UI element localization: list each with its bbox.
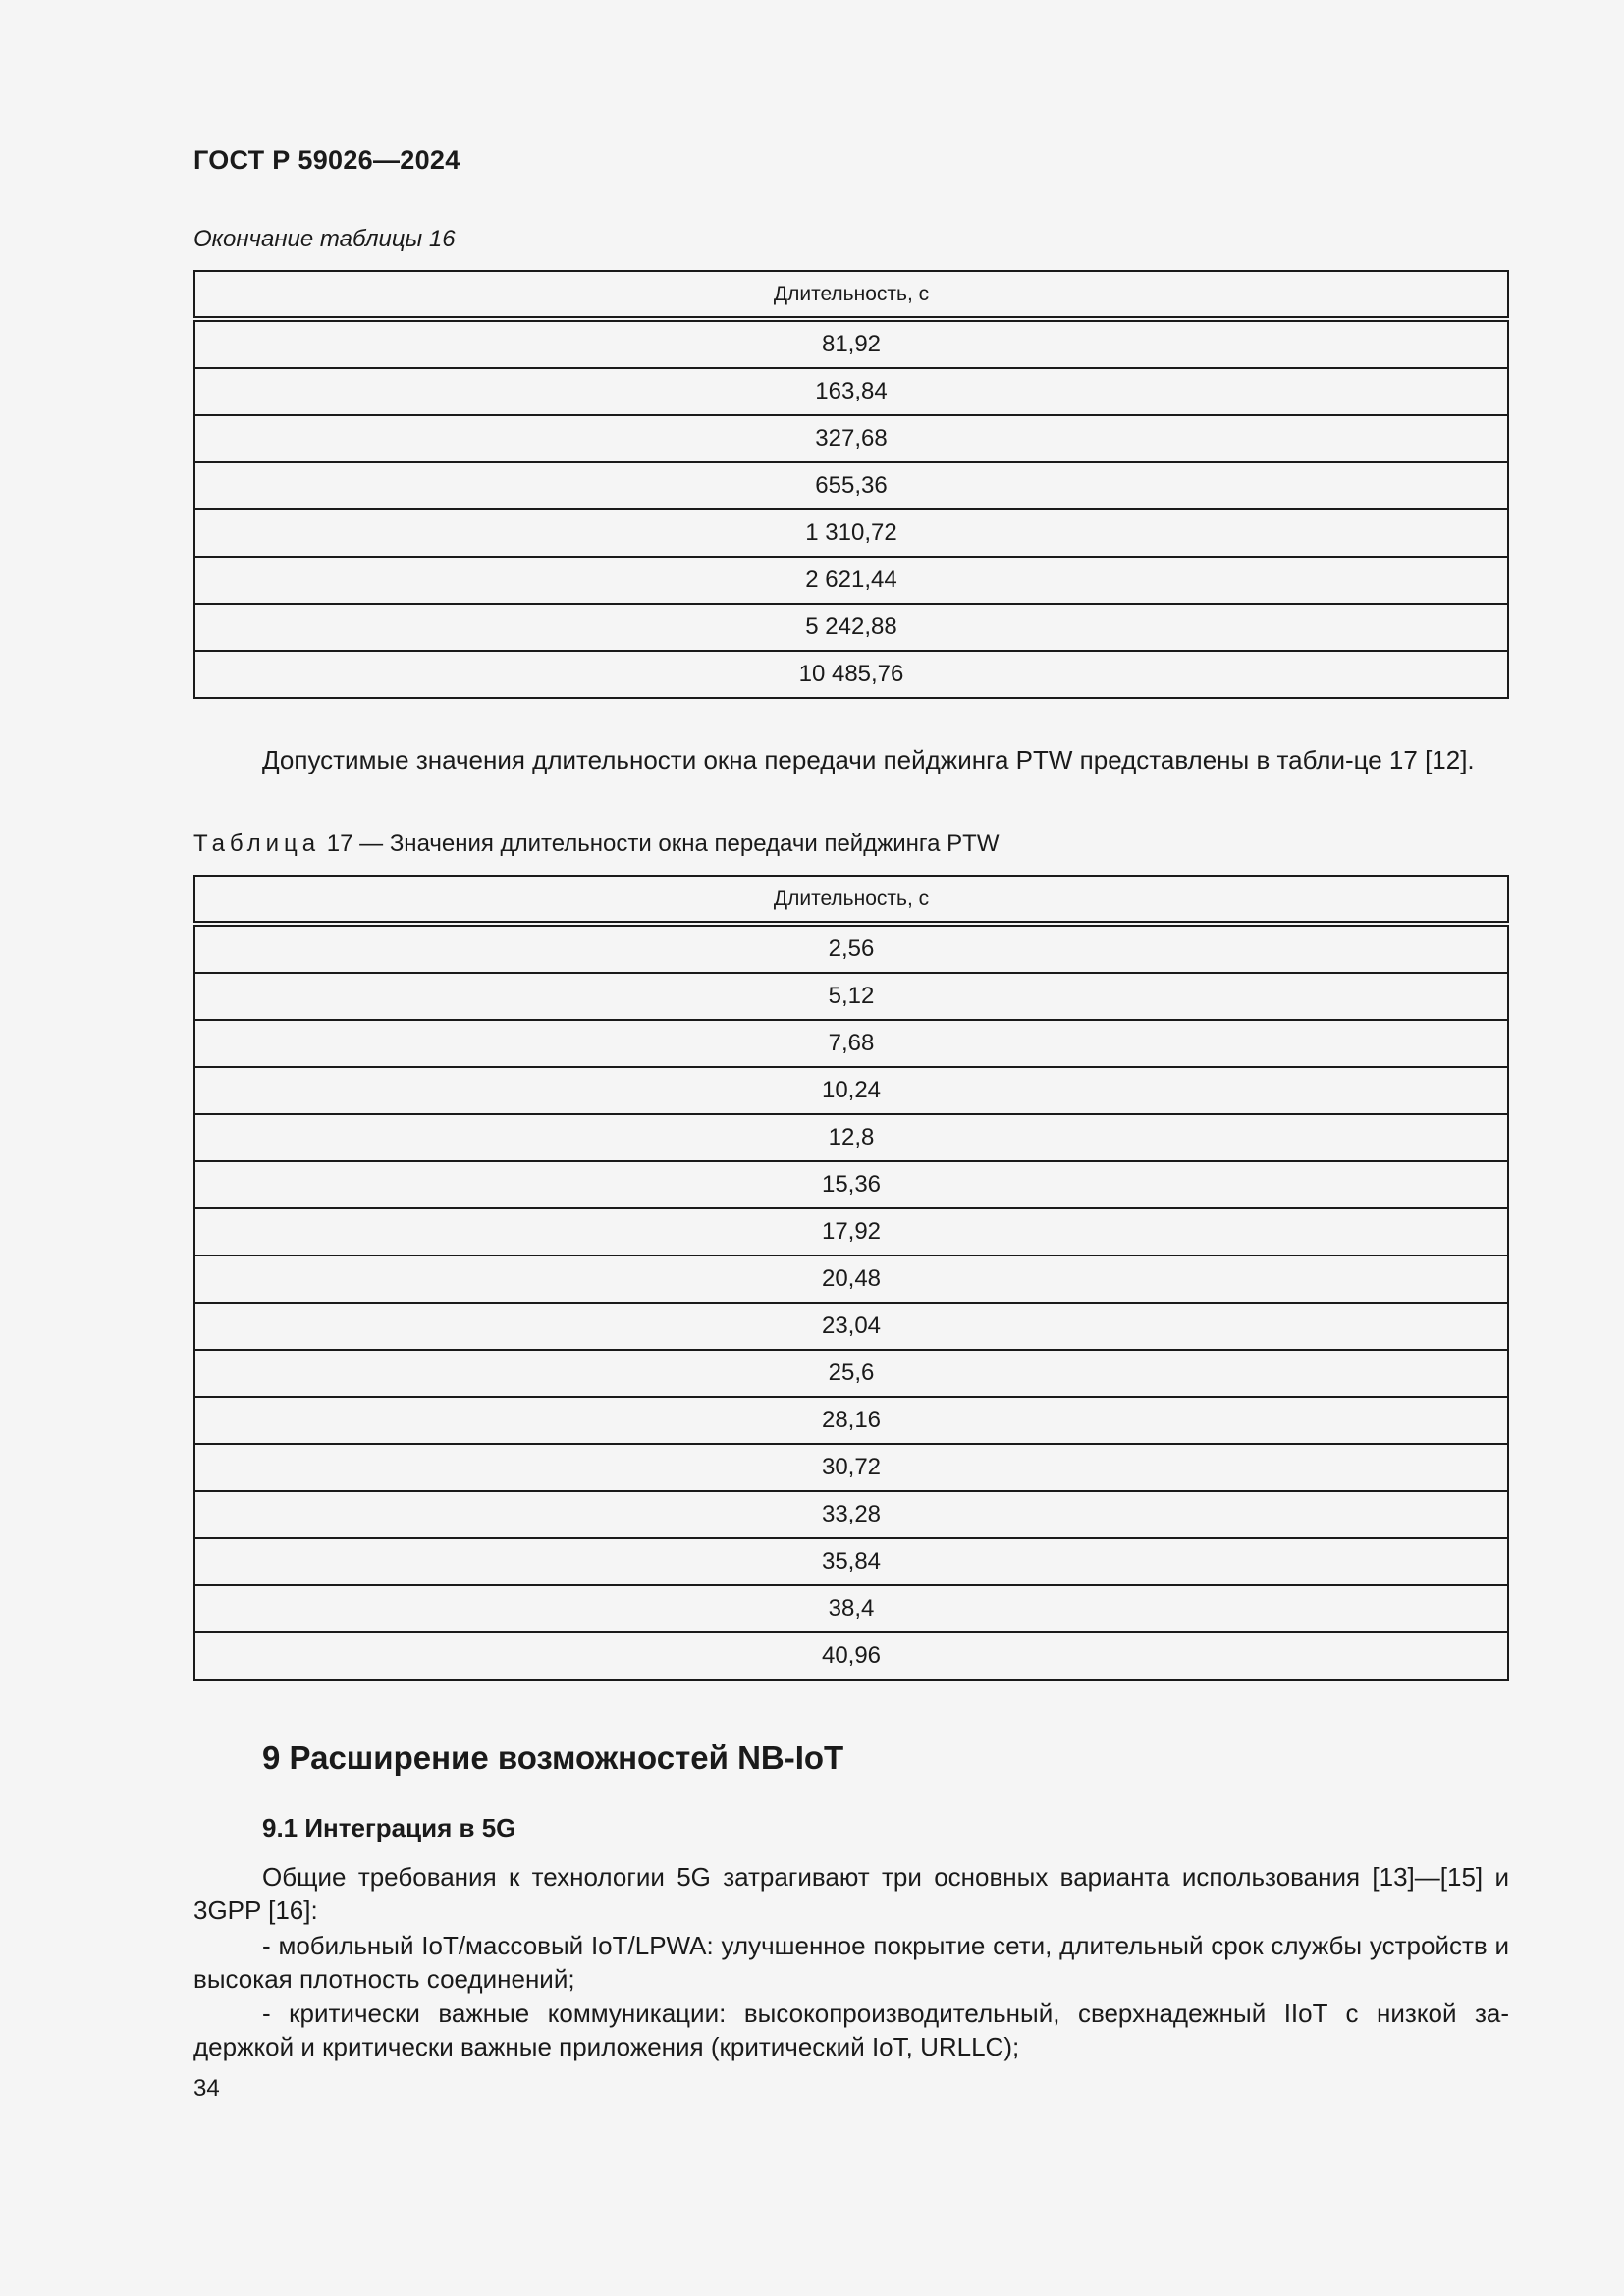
list-item: - критически важные коммуникации: высокопроизводительный, сверхнадежный IIoT с низкой за-держкой и критически важные приложения (критический IoT, URLLC);	[193, 1999, 1509, 2061]
table-row	[194, 651, 1508, 698]
table-cell: 40,96	[194, 1632, 1508, 1680]
table-cell: 33,28	[194, 1491, 1508, 1538]
table-cell: 38,4	[194, 1585, 1508, 1632]
table-cell: 327,68	[194, 415, 1508, 462]
table-row	[194, 1538, 1508, 1585]
table-caption-label: Таблица	[193, 830, 321, 857]
table-row	[194, 1397, 1508, 1444]
column-header-duration: Длительность, с	[194, 271, 1508, 319]
table-cell: 17,92	[194, 1208, 1508, 1255]
list-item: - мобильный IoT/массовый IoT/LPWA: улучшенное покрытие сети, длительный срок службы устройств и высокая плотность соединений;	[193, 1931, 1509, 1994]
table-header-row	[194, 876, 1508, 924]
table-16	[193, 270, 1509, 699]
table-header-row	[194, 271, 1508, 319]
table-row	[194, 1585, 1508, 1632]
table-cell: 7,68	[194, 1020, 1508, 1067]
table-row	[194, 415, 1508, 462]
table-17	[193, 875, 1509, 1681]
table-row	[194, 1067, 1508, 1114]
paragraph-5g-requirements: Общие требования к технологии 5G затрагивают три основных варианта использования [13]—[15] и 3GPP [16]:	[193, 1862, 1509, 1925]
table-cell: 28,16	[194, 1397, 1508, 1444]
table-row	[194, 1161, 1508, 1208]
table-cell: 23,04	[194, 1303, 1508, 1350]
table-cell: 5,12	[194, 973, 1508, 1020]
table-cell: 20,48	[194, 1255, 1508, 1303]
table-row	[194, 1020, 1508, 1067]
section-heading: 9 Расширение возможностей NB-IoT	[262, 1739, 844, 1776]
table-cell: 30,72	[194, 1444, 1508, 1491]
table-row	[194, 462, 1508, 509]
table-17-caption	[193, 830, 999, 858]
table-cell: 2,56	[194, 924, 1508, 973]
table-cell: 12,8	[194, 1114, 1508, 1161]
table-row	[194, 368, 1508, 415]
table-row	[194, 973, 1508, 1020]
table-row	[194, 1491, 1508, 1538]
table-16-continuation-caption: Окончание таблицы 16	[193, 226, 456, 252]
table-row	[194, 1255, 1508, 1303]
table-cell: 5 242,88	[194, 604, 1508, 651]
table-cell: 2 621,44	[194, 557, 1508, 604]
table-row	[194, 319, 1508, 368]
table-cell: 163,84	[194, 368, 1508, 415]
table-row	[194, 604, 1508, 651]
table-cell: 655,36	[194, 462, 1508, 509]
table-cell: 10,24	[194, 1067, 1508, 1114]
table-caption-text: 17 — Значения длительности окна передачи пейджинга PTW	[326, 830, 1000, 857]
table-row	[194, 1632, 1508, 1680]
table-cell: 1 310,72	[194, 509, 1508, 557]
column-header-duration: Длительность, с	[194, 876, 1508, 924]
page-number: 34	[193, 2075, 220, 2102]
table-row	[194, 509, 1508, 557]
table-cell: 25,6	[194, 1350, 1508, 1397]
table-cell: 81,92	[194, 319, 1508, 368]
document-number-header: ГОСТ Р 59026—2024	[193, 145, 460, 175]
paragraph-ptw-reference: Допустимые значения длительности окна передачи пейджинга PTW представлены в табли-це 17 [12].	[262, 745, 1475, 774]
table-row	[194, 924, 1508, 973]
table-row	[194, 1114, 1508, 1161]
table-cell: 15,36	[194, 1161, 1508, 1208]
subsection-heading: 9.1 Интеграция в 5G	[262, 1813, 516, 1842]
table-cell: 10 485,76	[194, 651, 1508, 698]
table-row	[194, 1303, 1508, 1350]
table-row	[194, 1444, 1508, 1491]
table-row	[194, 1350, 1508, 1397]
table-cell: 35,84	[194, 1538, 1508, 1585]
table-row	[194, 557, 1508, 604]
table-row	[194, 1208, 1508, 1255]
